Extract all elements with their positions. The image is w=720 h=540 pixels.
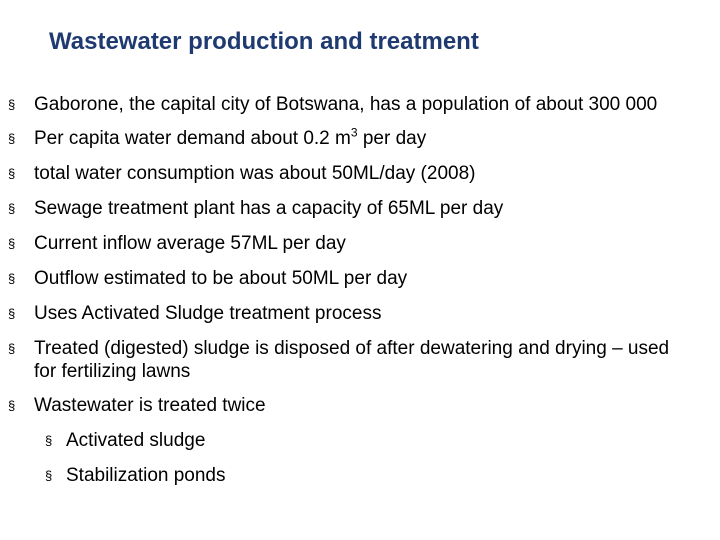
bullet-marker-icon: § xyxy=(8,166,16,181)
bullet-marker-icon: § xyxy=(45,433,53,448)
bullet-text: Outflow estimated to be about 50ML per day xyxy=(34,268,408,289)
bullet-item xyxy=(0,267,694,290)
bullet-marker-icon: § xyxy=(8,398,16,413)
sub-bullet-item xyxy=(0,464,720,487)
bullet-item xyxy=(0,162,694,185)
bullet-list xyxy=(0,93,720,499)
bullet-item xyxy=(0,127,694,150)
bullet-text: Uses Activated Sludge treatment process xyxy=(34,303,382,324)
bullet-item xyxy=(0,337,694,383)
sub-bullet-text: Activated sludge xyxy=(66,430,206,451)
bullet-marker-icon: § xyxy=(8,97,16,112)
bullet-item xyxy=(0,197,694,220)
bullet-text: Gaborone, the capital city of Botswana, has a population of about 300 000 xyxy=(34,94,658,115)
bullet-marker-icon: § xyxy=(8,341,16,356)
bullet-text: Current inflow average 57ML per day xyxy=(34,233,346,254)
bullet-marker-icon: § xyxy=(8,236,16,251)
bullet-item xyxy=(0,232,694,255)
bullet-text: total water consumption was about 50ML/day (2008) xyxy=(34,163,476,184)
bullet-text: Sewage treatment plant has a capacity of 65ML per day xyxy=(34,198,504,219)
superscript: 3 xyxy=(350,125,358,140)
bullet-marker-icon: § xyxy=(8,201,16,216)
slide-title: Wastewater production and treatment xyxy=(49,28,479,55)
bullet-marker-icon: § xyxy=(8,271,16,286)
bullet-marker-icon: § xyxy=(8,131,16,146)
bullet-item xyxy=(0,302,694,325)
bullet-marker-icon: § xyxy=(8,306,16,321)
sub-bullet-item xyxy=(0,429,720,452)
bullet-text: per day xyxy=(357,128,427,149)
bullet-text: Wastewater is treated twice xyxy=(34,395,266,416)
bullet-item xyxy=(0,93,694,116)
bullet-marker-icon: § xyxy=(45,468,53,483)
bullet-text: Per capita water demand about 0.2 m xyxy=(34,128,351,149)
sub-bullet-text: Stabilization ponds xyxy=(66,465,226,486)
bullet-item xyxy=(0,394,694,417)
bullet-text: Treated (digested) sludge is disposed of after dewatering and drying – used for fertilizing lawns xyxy=(34,338,670,382)
